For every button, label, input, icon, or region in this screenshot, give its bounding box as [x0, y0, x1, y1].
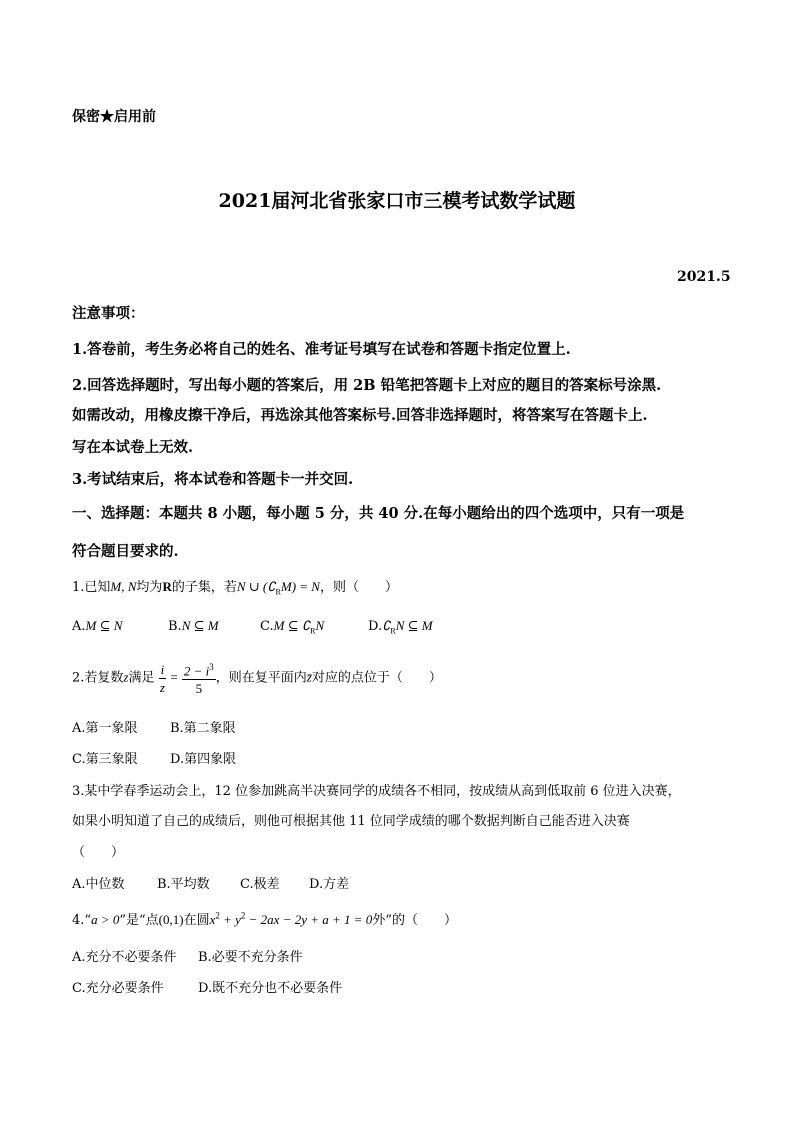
- option-math: M ⊆ N: [85, 618, 123, 633]
- q1-text: 的子集，若: [171, 580, 237, 595]
- fraction-denominator: z: [159, 679, 165, 695]
- q2-var-zbar: z̄: [306, 669, 312, 685]
- fraction-denominator: 5: [195, 681, 203, 697]
- q2-text: ，则在复平面内: [215, 670, 307, 686]
- fraction-numerator: i: [160, 661, 165, 677]
- option-d[interactable]: D.方差: [309, 877, 350, 892]
- option-math: ∁: [382, 618, 391, 633]
- q4-text: 4.“: [72, 913, 92, 928]
- note-3: 3.考试结束后，将本试卷和答题卡一并交回.: [72, 471, 354, 488]
- option-b[interactable]: B.第二象限: [170, 721, 236, 736]
- option-math: N ⊆ M: [395, 618, 433, 633]
- fraction-numerator: [182, 659, 216, 680]
- section-1-intro-line-1: 一、选择题：本题共 8 小题，每小题 5 分，共 40 分.在每小题给出的四个选项中，只有一项是: [72, 505, 685, 522]
- exam-date: 2021.5: [677, 269, 731, 285]
- q2-fraction-left: [159, 661, 167, 696]
- option-label: C.: [260, 619, 274, 634]
- option-label: B.: [168, 619, 182, 634]
- question-3-options: [72, 873, 349, 892]
- q4-text: ”是“点: [119, 913, 159, 928]
- question-4-stem: [72, 909, 457, 928]
- q1-comma: ,: [121, 579, 128, 594]
- numerator-expr: 2 − i: [183, 663, 210, 679]
- q4-text: 外”的（ ）: [372, 913, 457, 928]
- option-math: N: [315, 618, 325, 633]
- question-4-options-row-1: [72, 946, 303, 965]
- option-c[interactable]: C.第三象限: [72, 752, 138, 767]
- q1-set-r: R: [162, 579, 172, 594]
- option-a[interactable]: A.充分不必要条件: [72, 950, 177, 965]
- numerator-exponent: 3: [209, 662, 214, 672]
- option-b[interactable]: B.必要不充分条件: [198, 950, 303, 965]
- note-2-line-1: 2.回答选择题时，写出每小题的答案后，用 2B 铅笔把答题卡上对应的题目的答案标号涂黑.: [72, 377, 662, 394]
- q1-condition-sub: R: [275, 587, 281, 597]
- option-a[interactable]: A.中位数: [72, 877, 125, 892]
- q2-text: 满足: [128, 670, 155, 686]
- q1-text: 均为: [136, 580, 163, 595]
- option-math: N ⊆ M: [181, 618, 219, 633]
- option-d[interactable]: [368, 618, 433, 636]
- option-c[interactable]: C.极差: [240, 877, 280, 892]
- q1-var-m: M: [110, 579, 122, 594]
- q4-point: (0,1): [158, 912, 184, 927]
- option-b[interactable]: B.平均数: [157, 877, 210, 892]
- question-1-stem: [72, 576, 398, 597]
- q4-equation: + y: [219, 912, 241, 927]
- question-2-options-row-2: [72, 748, 236, 767]
- option-c[interactable]: C.充分必要条件: [72, 981, 164, 996]
- q1-text: ，则（ ）: [319, 580, 398, 595]
- exam-title: 2021届河北省张家口市三模考试数学试题: [218, 190, 576, 212]
- option-sub: R: [310, 626, 316, 636]
- q4-exponent: 2: [240, 910, 246, 921]
- confidential-label: 保密★启用前: [72, 109, 156, 125]
- note-2-line-3: 写在本试卷上无效.: [72, 439, 194, 456]
- section-1-intro-line-2: 符合题目要求的.: [72, 543, 179, 560]
- option-d[interactable]: D.既不充分也不必要条件: [198, 981, 343, 996]
- q4-equation: − 2ax − 2y + a + 1 = 0: [245, 912, 373, 927]
- question-4-options-row-2: [72, 977, 342, 996]
- q4-exponent: 2: [215, 910, 220, 921]
- option-a[interactable]: A.第一象限: [72, 721, 138, 736]
- q2-text: 对应的点位于（ ）: [311, 670, 442, 686]
- option-label: D.: [368, 619, 383, 634]
- option-b[interactable]: [168, 618, 260, 634]
- q4-text: 在圆: [183, 913, 210, 928]
- q4-equation: x: [209, 912, 216, 927]
- question-3-line-3: （ ）: [72, 845, 125, 860]
- q4-condition: a > 0: [91, 912, 120, 927]
- note-2-line-2: 如需改动，用橡皮擦干净后，再选涂其他答案标号.回答非选择题时，将答案写在答题卡上.: [72, 407, 648, 424]
- question-2-stem: [72, 659, 442, 697]
- question-1-options: [72, 618, 433, 636]
- question-3-line-2: 如果小明知道了自己的成绩后，则他可根据其他 11 位同学成绩的哪个数据判断自己能否进入决赛: [72, 814, 630, 829]
- q2-equals: =: [170, 669, 178, 685]
- note-1: 1.答卷前，考生务必将自己的姓名、准考证号填写在试卷和答题卡指定位置上.: [72, 341, 571, 358]
- q1-var-n: N: [127, 579, 137, 594]
- q2-fraction-right: [182, 659, 216, 697]
- q1-text: 1.已知: [72, 580, 111, 595]
- q1-condition: M) = N: [280, 579, 320, 594]
- option-d[interactable]: D.第四象限: [170, 752, 237, 767]
- q2-text: 2.若复数: [72, 670, 124, 686]
- option-math: M ⊆ ∁: [273, 618, 311, 633]
- option-a[interactable]: [72, 618, 168, 634]
- option-label: A.: [72, 619, 86, 634]
- question-3-line-1: 3.某中学春季运动会上，12 位参加跳高半决赛同学的成绩各不相同，按成绩从高到低取前 6 位进入决赛，: [72, 784, 681, 799]
- option-c[interactable]: [260, 618, 368, 636]
- option-sub: R: [390, 626, 396, 636]
- notes-heading: 注意事项：: [72, 305, 145, 322]
- question-2-options-row-1: [72, 717, 236, 736]
- q2-var-z: z: [123, 669, 129, 685]
- q1-condition: N ∪ (∁: [236, 579, 276, 594]
